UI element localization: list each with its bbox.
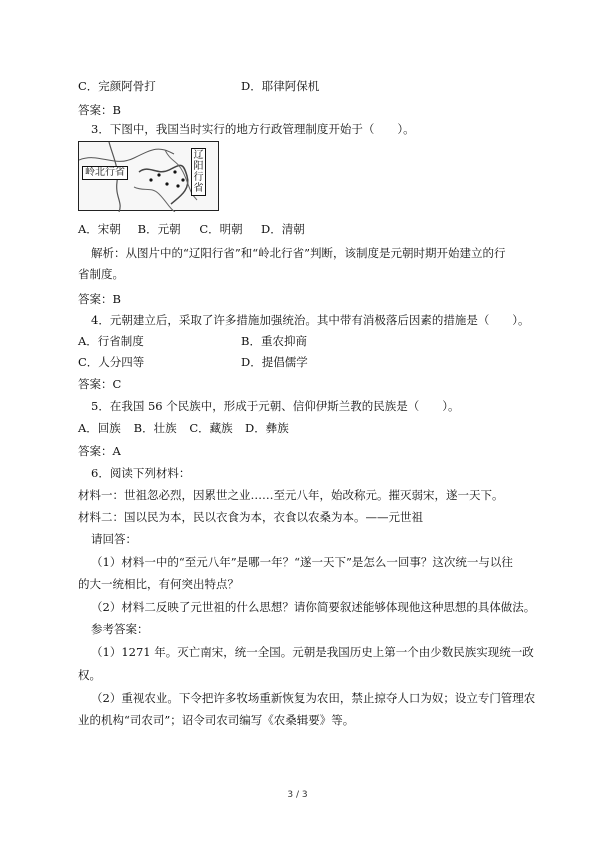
q2-options-row <box>78 79 535 94</box>
q4-option-a: A．行省制度 <box>78 334 144 348</box>
map-label-liaoyang: 辽阳行省 <box>191 148 206 196</box>
q3-option-c: C．明朝 <box>199 222 243 236</box>
q3-option-b: B．元朝 <box>137 222 181 236</box>
q5-option-c: C．藏族 <box>189 421 233 435</box>
q3-options-row <box>78 222 535 237</box>
q6-sub2: （2）材料二反映了元世祖的什么思想？请你简要叙述能够体现他这种思想的具体做法。 <box>91 600 536 614</box>
q4-option-d: D．提倡儒学 <box>241 355 308 369</box>
q6-stem: 6．阅读下列材料： <box>91 466 191 480</box>
q6-answer1-line2: 权。 <box>78 668 101 682</box>
q6-answer1-line1: （1）1271 年。灭亡南宋，统一全国。元朝是我国历史上第一个由少数民族实现统一政 <box>91 645 534 659</box>
q6-material1: 材料一：世祖忽必烈，因累世之业……至元八年，始改称元。摧灭弱宋，遂一天下。 <box>78 488 504 502</box>
q5-option-d: D．彝族 <box>244 421 289 435</box>
q3-option-d: D．清朝 <box>260 222 305 236</box>
q6-answer2-line2: 业的机构“司农司”；诏令司农司编写《农桑辑要》等。 <box>78 713 355 727</box>
q4-options-row2 <box>78 355 535 370</box>
q4-option-b: B．重农抑商 <box>241 334 307 348</box>
q3-option-a: A．宋朝 <box>78 222 121 236</box>
q4-option-c: C．人分四等 <box>78 355 145 369</box>
q3-stem: 3．下图中，我国当时实行的地方行政管理制度开始于（ ）。 <box>91 122 415 136</box>
page-number: 3 / 3 <box>287 790 308 800</box>
q3-analysis-line1: 解析：从图片中的“辽阳行省”和“岭北行省”判断，该制度是元朝时期开始建立的行 <box>91 246 506 260</box>
q2-option-d: D．耶律阿保机 <box>241 79 320 93</box>
q6-material2: 材料二：国以民为本，民以衣食为本，衣食以农桑为本。——元世祖 <box>78 510 423 524</box>
q5-answer: 答案：A <box>78 444 121 458</box>
q4-stem: 4．元朝建立后，采取了许多措施加强统治。其中带有消极落后因素的措施是（ ）。 <box>91 313 530 327</box>
q2-option-c: C．完颜阿骨打 <box>78 79 156 93</box>
q3-answer: 答案：B <box>78 292 121 306</box>
yuan-province-map <box>78 141 219 211</box>
map-label-lingbei: 岭北行省 <box>82 166 128 180</box>
q6-sub1-line1: （1）材料一中的“至元八年”是哪一年？“遂一天下”是怎么一回事？这次统一与以往 <box>91 555 513 569</box>
q5-options-row <box>78 421 535 436</box>
q5-option-b: B．壮族 <box>133 421 177 435</box>
q4-options-row1 <box>78 334 535 349</box>
q4-answer: 答案：C <box>78 377 122 391</box>
q5-stem: 5．在我国 56 个民族中，形成于元朝、信仰伊斯兰教的民族是（ ）。 <box>91 399 460 413</box>
q6-sub1-line2: 的大一统相比，有何突出特点？ <box>78 577 239 591</box>
q6-reference-heading: 参考答案： <box>91 622 149 636</box>
q2-answer: 答案：B <box>78 103 121 117</box>
q6-prompt: 请回答： <box>91 532 137 546</box>
q6-answer2-line1: （2）重视农业。下令把许多牧场重新恢复为农田，禁止掠夺人口为奴；设立专门管理农 <box>91 691 536 705</box>
q3-analysis-line2: 省制度。 <box>78 267 124 281</box>
q5-option-a: A．回族 <box>78 421 121 435</box>
